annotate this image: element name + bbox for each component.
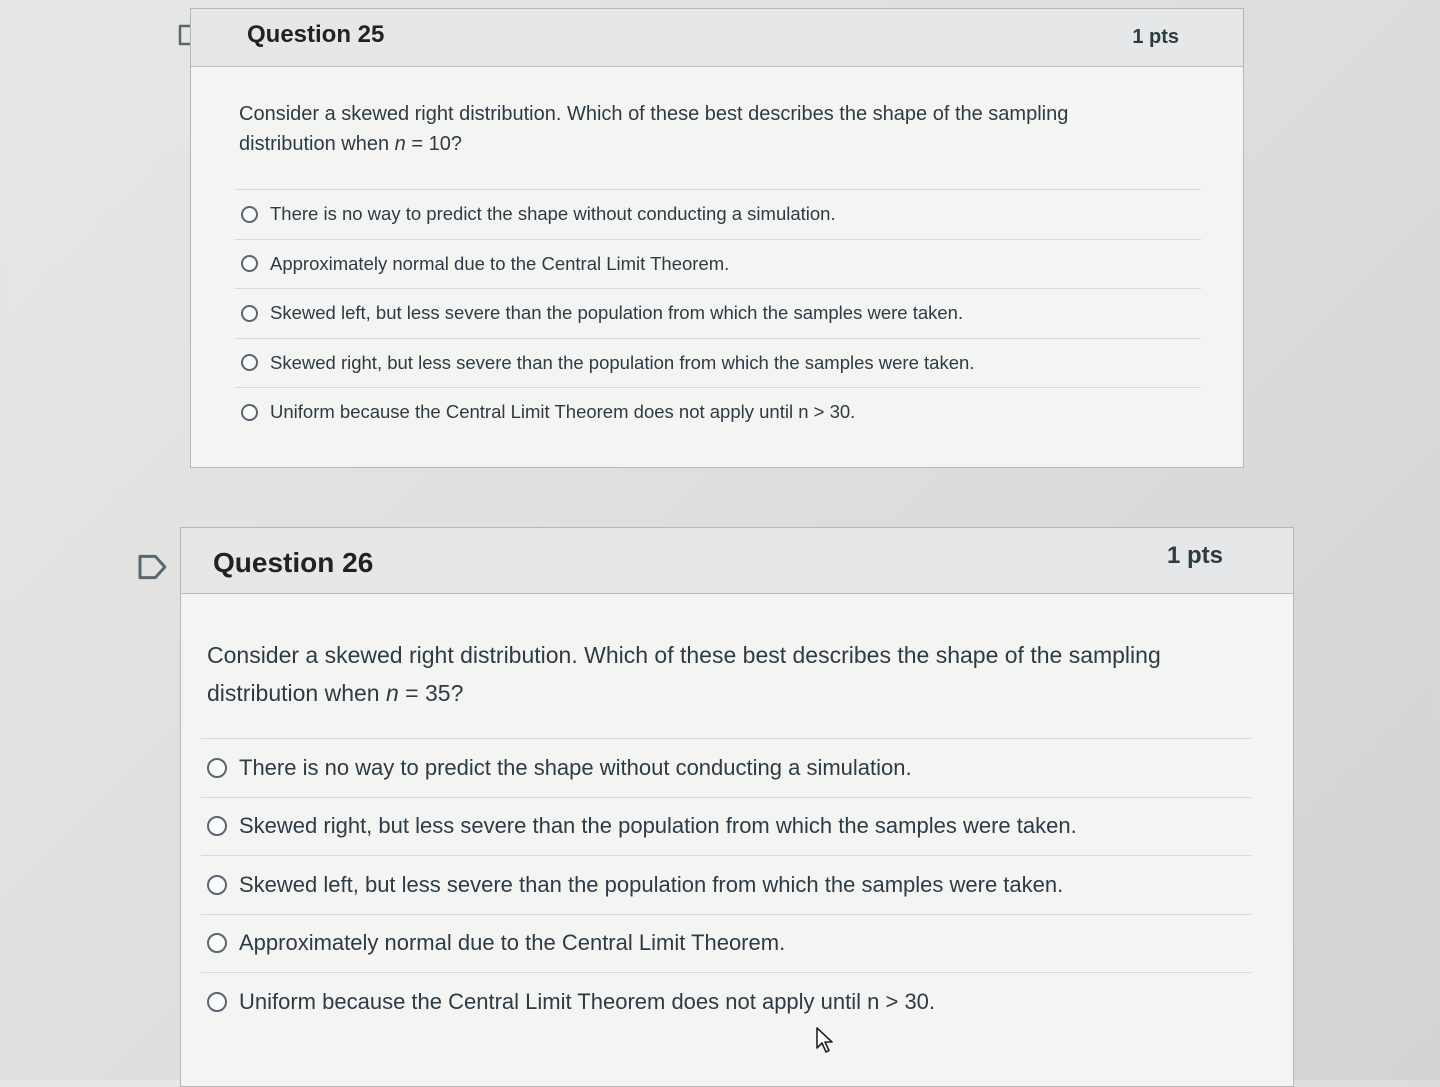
radio-button[interactable] [241, 255, 258, 272]
answer-label[interactable]: Skewed right, but less severe than the population from which the samples were taken. [239, 813, 1077, 839]
answer-option[interactable] [201, 797, 1251, 856]
radio-button[interactable] [241, 354, 258, 371]
answer-label[interactable]: Skewed left, but less severe than the population from which the samples were taken. [270, 302, 964, 324]
answer-label[interactable]: Approximately normal due to the Central Limit Theorem. [239, 930, 786, 956]
answer-label[interactable]: There is no way to predict the shape without conducting a simulation. [270, 203, 836, 225]
radio-button[interactable] [241, 404, 258, 421]
question-header [181, 528, 1293, 594]
prompt-variable: n [386, 680, 399, 706]
answer-label[interactable]: Uniform because the Central Limit Theorem does not apply until n > 30. [239, 988, 936, 1014]
question-title: Question 26 [213, 547, 374, 578]
question-prompt [207, 636, 1207, 712]
answer-list [235, 189, 1201, 437]
answer-label[interactable]: There is no way to predict the shape without conducting a simulation. [239, 754, 912, 780]
answer-option[interactable] [201, 738, 1251, 797]
radio-button[interactable] [207, 992, 227, 1012]
question-points: 1 pts [1132, 26, 1179, 48]
question-card [180, 527, 1294, 1087]
radio-button[interactable] [207, 758, 227, 778]
answer-option[interactable] [201, 972, 1251, 1031]
answer-option[interactable] [235, 189, 1201, 239]
prompt-variable: n [394, 133, 406, 155]
answer-option[interactable] [201, 914, 1251, 973]
answer-option[interactable] [235, 387, 1201, 437]
question-prompt [239, 99, 1139, 159]
radio-button[interactable] [207, 875, 227, 895]
prompt-text: Consider a skewed right distribution. Which of these best describes the shape of the sampling distribution when [239, 103, 1069, 155]
answer-option[interactable] [235, 288, 1201, 338]
radio-button[interactable] [241, 305, 258, 322]
mouse-pointer-icon [815, 1026, 835, 1054]
question-points: 1 pts [1166, 542, 1223, 569]
question-header [191, 9, 1243, 67]
answer-label[interactable]: Skewed right, but less severe than the population from which the samples were taken. [270, 351, 975, 373]
answer-label[interactable]: Skewed left, but less severe than the population from which the samples were taken. [239, 871, 1064, 897]
question-title: Question 25 [247, 21, 385, 48]
answer-list [201, 738, 1251, 1031]
radio-button[interactable] [207, 933, 227, 953]
prompt-text-end: = 35? [398, 680, 464, 706]
question-card [190, 8, 1244, 468]
answer-option[interactable] [235, 338, 1201, 388]
answer-label[interactable]: Uniform because the Central Limit Theorem does not apply until n > 30. [270, 401, 856, 423]
answer-label[interactable]: Approximately normal due to the Central Limit Theorem. [270, 252, 730, 274]
radio-button[interactable] [241, 206, 258, 223]
flag-question-icon[interactable] [137, 554, 169, 580]
answer-option[interactable] [201, 855, 1251, 914]
answer-option[interactable] [235, 239, 1201, 289]
radio-button[interactable] [207, 816, 227, 836]
prompt-text-end: = 10? [405, 133, 462, 155]
prompt-text: Consider a skewed right distribution. Which of these best describes the shape of the sampling distribution when [207, 642, 1161, 706]
